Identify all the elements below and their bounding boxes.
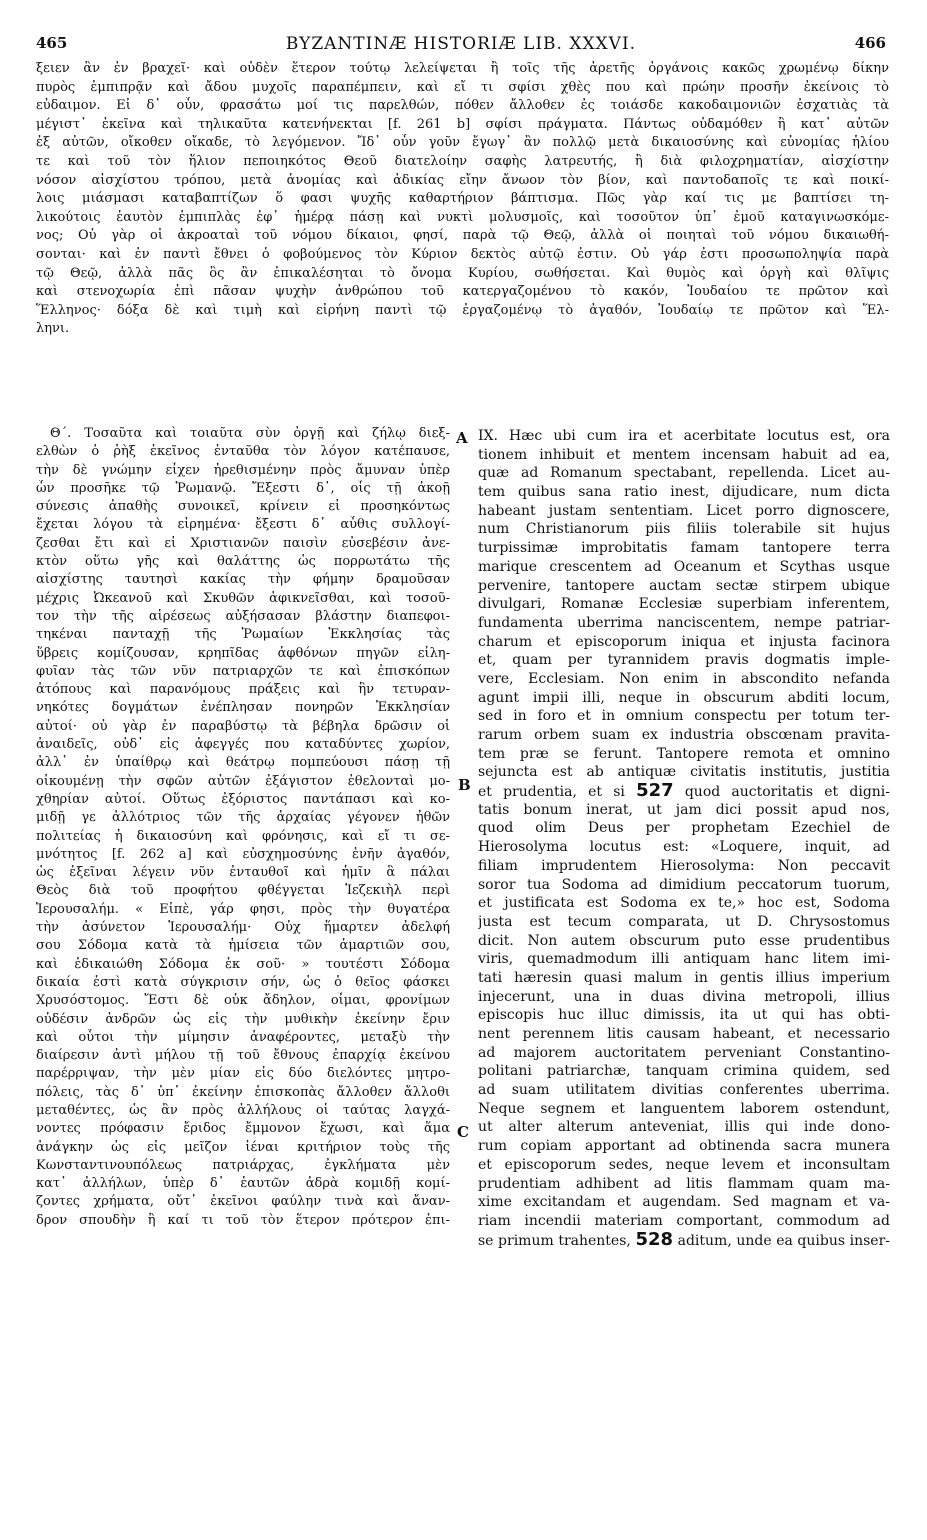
text-line: ληνι. [36, 321, 70, 337]
text-segment: se primum trahentes, [478, 1232, 631, 1249]
text-line: tatis bonum inerat, ut jam dici possit apud nos, [478, 801, 890, 818]
text-line: viris, quemadmodum illi antiquam hanc litem imi- [478, 951, 890, 968]
text-line: τε καὶ τοῦ τὸν ἥλιον πεποιηκότος Θεοῦ διατελοίην σαφὴς λατρευτής, ἢ διὰ φιλοχρηματίαν, αἰσχίστην [36, 153, 889, 169]
text-line: μιδῇ γε ἀλλότριος τῶν τῆς ἀρχαίας γέγονεν ἠθῶν [36, 810, 450, 826]
page-number-inline: 527 [636, 782, 674, 801]
text-line: politani patriarchæ, tanquam crimina quidem, sed [478, 1063, 890, 1080]
text-line-with-page-number [478, 1231, 890, 1250]
text-line: prudentiam adhibent ad litis flammam quam ma- [478, 1175, 890, 1192]
page-number-left: 465 [36, 34, 68, 52]
text-line: ὡς ἐξεῖναι λέγειν νῦν ἐνταυθοῖ καὶ ἡμῖν ἃ πάλαι [36, 865, 450, 881]
text-line: μέγιστ᾽ ἐκεῖνα καὶ τηλικαῦτα κατενήνεκται [f. 261 b] σφίσι πράγματα. Πάντως οὐδαμόθεν ἢ κατ᾽ αὐτῶν [36, 116, 889, 132]
text-line: καὶ οὗτοι τὴν μίμησιν ἀναφέροντες, μεταξὺ τὴν [36, 1029, 450, 1045]
text-line: χθηρίαν αὐτοί. Οὕτως ἐξόριστος παντάπασι καὶ κο- [36, 791, 450, 807]
text-line: ad suam utilitatem divitias conferentes uberrima. [478, 1082, 890, 1099]
text-line: καὶ στενοχωρία ἐπὶ πᾶσαν ψυχὴν ἀνθρώπου τοῦ κατεργαζομένου τὸ κακόν, Ἰουδαίου τε πρῶτον καὶ [36, 284, 889, 300]
text-line: ἀλλ᾽ ἐν ὑπαίθρῳ καὶ θεάτρῳ πομπεύουσι πάσῃ τῇ [36, 755, 450, 771]
margin-marker-c: C [457, 1123, 469, 1141]
text-line: injecerunt, una in duas divina metropoli, illius [478, 988, 890, 1005]
text-line: διαίρεσιν ἀντὶ μήλου τῇ τοῦ ἔθνους ἐπαρχίᾳ ἐκείνου [36, 1048, 450, 1064]
text-line: σονται· καὶ ἐν παντὶ ἔθνει ὁ φοβούμενος τὸν Κύριον δεκτὸς αὐτῷ ἐστιν. Οὐ γάρ ἐστι προσωποληψία παρὰ [36, 246, 889, 262]
text-line: ζοντες χρήματα, οὔτ᾽ ἐκεῖνοι φαύλην τινὰ καὶ ἄναν- [36, 1194, 450, 1210]
text-line: ἀναιδεῖς, οὐδ᾽ εἰς ἀφεγγές που καταδύντες χωρίον, [36, 737, 450, 753]
text-line: αὐτοί· οὐ γὰρ ἐν παραβύστῳ τὰ βέβηλα δρῶσιν οἱ [36, 718, 450, 734]
text-line: ἀνάγκην ὡς εἰς μεῖζον ἰέναι κριτήριον τοὺς τῆς [36, 1139, 450, 1155]
text-line: αἰσχίστης ταυτησὶ κακίας τὴν φήμην δραμοῦσαν [36, 572, 450, 588]
text-line: IX. Hæc ubi cum ira et acerbitate locutus est, ora [478, 428, 890, 444]
text-line: σου Σόδομα κατὰ τὰ ἡμίσεια τῶν ἁμαρτιῶν σου, [36, 938, 450, 954]
text-line: et, quam per tyrannidem pravis dogmatis imple- [478, 652, 890, 669]
text-line: πόλεις, τὰς δ᾽ ὑπ᾽ ἐκείνην ἐπισκοπὰς ἄλλοθεν ἄλλοθι [36, 1084, 450, 1100]
text-line: episcopis huc illuc dimissis, ita ut qui has obti- [478, 1007, 890, 1024]
text-line: turpissimæ improbitatis famam tantopere terra [478, 540, 890, 557]
text-line: nent perennem litis causam habeant, et necessario [478, 1026, 890, 1042]
text-line: justa est tecum comparata, ut D. Chrysostomus [478, 913, 890, 930]
text-line: num Christianorum piis filiis tolerabile sit hujus [478, 521, 890, 538]
text-line-with-page-number [478, 782, 890, 801]
text-line: Θεὸς διὰ τοῦ προφήτου φθέγγεται Ἰεζεκιὴλ περὶ [36, 883, 450, 899]
text-line: νόσον αἰσχίστου τρόπου, μετὰ ἀνομίας καὶ ἀδικίας εἴην ἄνωον τὸν βίον, καὶ παντοδαποῖς τε καὶ ποικί- [36, 172, 889, 188]
text-line: ad majorem auctoritatem perveniant Constantino- [478, 1044, 890, 1061]
text-line: sed in foro et in omnium conspectu per totum ter- [478, 708, 890, 725]
text-line: quæ ad Romanum spectabant, repellenda. Licet au- [478, 465, 890, 482]
margin-marker-b: B [458, 776, 471, 794]
text-line: Hierosolyma locutus est: «Loquere, inquit, ad [478, 839, 890, 856]
text-line: τῷ Θεῷ, ἀλλὰ πᾶς ὃς ἂν ἐπικαλέσηται τὸ ὄνομα Κυρίου, σωθήσεται. Καὶ θυμὸς καὶ ὀργὴ καὶ θλῖψις [36, 265, 889, 281]
text-line: ut alter alterum anteveniat, illis qui inde dono- [478, 1119, 890, 1136]
text-segment: quod auctoritatis et digni- [684, 784, 890, 801]
text-line: fundamenta uberrima nanciscentem, nempe patriar- [478, 614, 890, 631]
text-line: φυῖαν τὰς τῶν νῦν πατριαρχῶν τε καὶ ἐπισκόπων [36, 663, 450, 679]
text-line: εὐδαιμον. Εἰ δ᾽ οὖν, φρασάτω μοί τις παρελθών, πόθεν ἄλλοθεν ἐς τοιάσδε κακοδαιμονιῶν ἐσχατιὰς τὰ [36, 98, 889, 114]
text-line: νος; Οὐ γὰρ οἱ ἀκροαταὶ τοῦ νόμου δίκαιοι, φησί, παρὰ τῷ Θεῷ, ἀλλὰ οἱ ποιηταὶ τοῦ νόμου δικαιωθή- [36, 228, 889, 244]
margin-marker-a: A [456, 429, 468, 447]
page-header [36, 34, 886, 56]
text-line: dicit. Non autem obscurum puto esse prudentibus [478, 932, 890, 949]
text-line: ἀτόπους καὶ παρανόμους πράξεις καὶ ἣν τετυραν- [36, 682, 450, 698]
text-line: divulgari, Romanæ Ecclesiæ superbiam inferentem, [478, 596, 890, 613]
text-line: ὕβρεις κομίζουσαν, κρηπῖδας ἀφθόνων πηγῶν εἰλη- [36, 645, 450, 661]
text-line: κτὸν οὕτω γῆς καὶ θαλάττης ὡς πορρωτάτω τῆς [36, 554, 450, 570]
text-line: habeant justam sententiam. Licet porro dignoscere, [478, 502, 890, 519]
text-line: tem præ se ferunt. Tantopere remota et omnino [478, 745, 890, 762]
text-line: μέχρις Ὠκεανοῦ καὶ Σκυθῶν ἀφικνεῖσθαι, καὶ τοσοῦ- [36, 590, 450, 606]
text-line: tem quibus sana ratio inest, dijudicare, num dicta [478, 484, 890, 501]
text-line: ζεσθαι ἔτι καὶ εἰ Χριστιανῶν παισὶν εὐσεβέσιν ἀνε- [36, 535, 450, 551]
text-line: μνότητος [f. 262 a] καὶ εὐσχημοσύνης ἐνῆν ἀγαθόν, [36, 846, 450, 862]
text-line: rarum orbem suam ex industria obscœnam pravita- [478, 727, 890, 743]
text-line: οἰκουμένῃ τὴν σφῶν αὐτῶν ἐξάγιστον ἐθελονταὶ μο- [36, 773, 450, 789]
text-line: ὧν προσῆκε τῷ Ῥωμανῷ. Ἔξεστι δ᾽, οἷς τῇ ἀκοῇ [36, 480, 450, 496]
text-line: ξειεν ἂν ἐν βραχεῖ· καὶ οὐδὲν ἕτερον τούτῳ λελείψεται ἢ τοῖς τῆς ἀρετῆς ὀργάνοις κακῶς χρωμένῳ δίκην [36, 61, 889, 76]
text-line: ελθὼν ὁ ῥὴξ ἐκεῖνος ἐνταῦθα τὸν λόγον κατέπαυσε, [36, 444, 450, 460]
text-line: ἔχεται λόγου τὰ εἰρημένα· ἔξεστι δ᾽ αὖθις συλλογί- [36, 517, 450, 533]
text-line: κατ᾽ ἀλλήλων, ὑπὲρ δ᾽ ἑαυτῶν ἀδρὰ κομιδῇ κομί- [36, 1176, 450, 1192]
text-line: παρέρριψαν, τὴν μὲν μίαν εἰς δύο διελόντες μητρο- [36, 1066, 450, 1082]
text-line: πυρὸς ἐμπιπρᾷν καὶ ἄδου μυχοῖς παραπέμπειν, καὶ εἴ τι σφίσι χθὲς που καὶ πρώην προσῆν ἐκείνοις τὸ [36, 79, 889, 95]
text-line: tati hæresin quasi malum in gentis illius imperium [478, 969, 890, 986]
text-line: sejuncta est ab antiquæ civitatis institutis, justitia [478, 764, 890, 781]
text-line: ἐξ αὐτῶν, οἴκοθεν οἴκαδε, τὸ λεγόμενον. Ἴδ᾽ οὖν γοῦν ἔγωγ᾽ ἂν πολλῷ μετὰ δικαιοσύνης καὶ εὐνομίας ἡλίου [36, 135, 889, 151]
text-line: Ἱερουσαλήμ. « Εἰπὲ, γάρ φησι, πρὸς τὴν θυγατέρα [36, 901, 450, 917]
text-line: Neque segnem et languentem laborem ostendunt, [478, 1100, 890, 1117]
text-line: pervenire, tantopere auctam sectæ stirpem ubique [478, 577, 890, 594]
text-line: riam incendii materiam comportant, commodum ad [478, 1212, 890, 1229]
text-line: τηκέναι πανταχῇ τῆς Ῥωμαίων Ἐκκλησίας τὰς [36, 627, 450, 643]
latin-column [478, 427, 890, 1249]
text-line: et justificata est Sodoma ex te,» hoc est, Sodoma [478, 895, 890, 912]
text-line: δρον σπουδὴν ἢ καί τι τοῦ τὸν ἕτερον πρότερον ἐπι- [36, 1212, 450, 1228]
text-line: Χρυσόστομος. Ἔστι δὲ οὐκ ἄδηλον, οἶμαι, φρονίμων [36, 993, 450, 1009]
greek-column [36, 425, 450, 1230]
greek-full-width-text [36, 60, 889, 339]
text-line: Ἕλληνος· δόξα δὲ καὶ τιμὴ καὶ εἰρήνη παντὶ τῷ ἐργαζομένῳ τὸ ἀγαθόν, Ἰουδαίῳ τε πρῶτον καὶ Ἕλ- [36, 302, 889, 318]
text-line: νηκότες δογμάτων ἐνέπλησαν πονηρῶν Ἐκκλησίαν [36, 700, 450, 716]
text-line: τὴν ἀσύνετον Ἱερουσαλήμ· Οὐχ ἥμαρτεν ἀδελφή [36, 920, 450, 936]
text-line: tionem inhibuit et mentem incensam habuit ad ea, [478, 446, 890, 463]
text-line: τὴν δὲ γνώμην εἶχεν ἠρεθισμένην πρὸς ἄμυναν ὑπὲρ [36, 462, 450, 478]
text-line: charum et episcoporum iniqua et injusta facinora [478, 633, 890, 650]
text-line: soror tua Sodoma ad dimidium peccatorum tuorum, [478, 876, 890, 893]
text-line: δικαία ἐστὶ κατὰ σύγκρισιν σήν, ὡς ὁ θεῖος φάσκει [36, 974, 450, 990]
text-line: Θ΄. Τοσαῦτα καὶ τοιαῦτα σὺν ὀργῇ καὶ ζήλῳ διεξ- [50, 426, 450, 441]
text-line: xime excitandam et augendam. Sed magnam et va- [478, 1194, 890, 1211]
text-line: agunt impii illi, neque in obscurum abditi locum, [478, 689, 890, 706]
running-title: BYZANTINÆ HISTORIÆ LIB. XXXVI. [285, 34, 637, 54]
text-segment: et prudentia, et si [478, 784, 625, 801]
text-line: λικούτοις ἑαυτὸν ἐμπιπλὰς ἐφ᾽ ἡμέρᾳ πάσῃ καὶ νυκτὶ μολυσμοῖς, καὶ τοσοῦτον ὑπ᾽ ἐμοῦ καταγινωσκόμε- [36, 209, 889, 225]
text-line: καὶ ἐδικαιώθη Σόδομα ἐκ σοῦ· » τουτέστι Σόδομα [36, 956, 450, 972]
text-line: et episcoporum sedes, neque levem et inconsultam [478, 1156, 890, 1173]
text-line: νοντες πρόφασιν ἔριδος ἔμμονον ἔχωσι, καὶ ἅμα [36, 1121, 450, 1137]
text-line: λοις μιάσμασι καταβαπτίζων ὅ φασι ψυχῆς καθαρτήριον βάπτισμα. Πῶς γὰρ καί τις με βαπτίσει τη- [36, 191, 889, 207]
text-segment: aditum, unde ea quibus inser- [677, 1232, 890, 1249]
text-line: quod olim Deus per prophetam Ezechiel de [478, 820, 890, 837]
text-line: vere, Ecclesiam. Non enim in abscondito nefanda [478, 670, 890, 687]
text-line: μεταθέντες, ὡς ἂν πρὸς ἀλλήλους οἱ ταύτας λαγχά- [36, 1102, 450, 1118]
page-number-right: 466 [854, 34, 886, 52]
text-line: marique crescentem ad Oceanum et Scythas usque [478, 558, 890, 575]
text-line: πολιτείας ἡ δικαιοσύνη καὶ φρόνησις, καὶ εἴ τι σε- [36, 828, 450, 844]
text-line: τον τὴν τῆς αἱρέσεως αὐξήσασαν βλάστην διαπεφοι- [36, 608, 450, 624]
text-line: rum copiam apportant ad obtinenda sacra munera [478, 1138, 890, 1155]
text-line: filiam imprudentem Hierosolyma: Non peccavit [478, 857, 890, 874]
text-line: Κωνσταντινουπόλεως πατριάρχας, ἐγκλήματα μὲν [36, 1157, 450, 1173]
text-line: σύνεσις ἀπαθὴς συνοικεῖ, κρίνειν εἰ προσηκόντως [36, 499, 450, 515]
page-number-inline: 528 [635, 1230, 674, 1250]
text-line: οὐδέσιν ἀνδρῶν ὡς εἰς τὴν μυθικὴν ἐκείνην ἔριν [36, 1011, 450, 1027]
